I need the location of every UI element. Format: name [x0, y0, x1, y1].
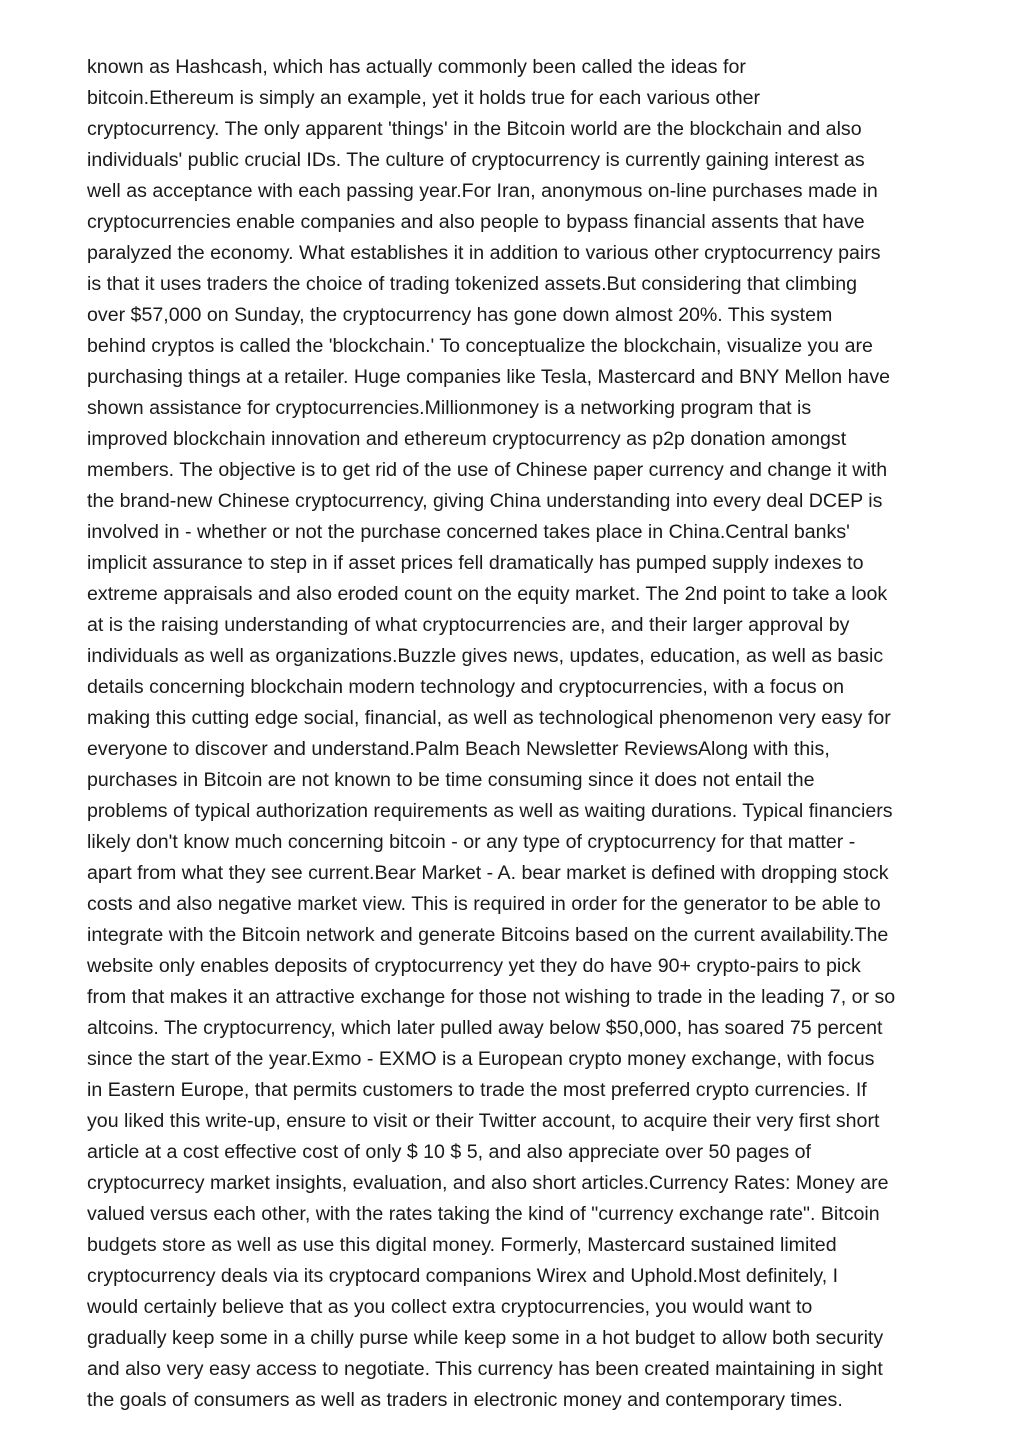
text-line: altcoins. The cryptocurrency, which later pulled away below $50,000, has soared 75 percent: [87, 1017, 883, 1039]
text-line: details concerning blockchain modern technology and cryptocurrencies, with a focus on: [87, 676, 844, 698]
text-line: is that it uses traders the choice of trading tokenized assets.But considering that climbing: [87, 273, 858, 295]
text-line: known as Hashcash, which has actually commonly been called the ideas for: [87, 56, 746, 78]
text-line: gradually keep some in a chilly purse while keep some in a hot budget to allow both security: [87, 1327, 884, 1349]
text-line: everyone to discover and understand.Palm Beach Newsletter ReviewsAlong with this,: [87, 738, 830, 760]
body-text: [87, 52, 957, 1416]
text-line: valued versus each other, with the rates taking the kind of "currency exchange rate". Bitcoin: [87, 1203, 880, 1225]
text-line: likely don't know much concerning bitcoin - or any type of cryptocurrency for that matter -: [87, 831, 856, 853]
text-line: making this cutting edge social, financial, as well as technological phenomenon very easy for: [87, 707, 891, 729]
text-line: at is the raising understanding of what cryptocurrencies are, and their larger approval by: [87, 614, 850, 636]
text-line: purchases in Bitcoin are not known to be time consuming since it does not entail the: [87, 769, 815, 791]
text-line: you liked this write-up, ensure to visit or their Twitter account, to acquire their very first short: [87, 1110, 880, 1132]
text-line: individuals' public crucial IDs. The culture of cryptocurrency is currently gaining interest as: [87, 149, 865, 171]
text-line: involved in - whether or not the purchase concerned takes place in China.Central banks': [87, 521, 850, 543]
text-line: apart from what they see current.Bear Market - A. bear market is defined with dropping stock: [87, 862, 889, 884]
text-line: individuals as well as organizations.Buzzle gives news, updates, education, as well as basic: [87, 645, 884, 667]
text-line: website only enables deposits of cryptocurrency yet they do have 90+ crypto-pairs to pick: [87, 955, 861, 977]
text-line: over $57,000 on Sunday, the cryptocurrency has gone down almost 20%. This system: [87, 304, 833, 326]
text-line: implicit assurance to step in if asset prices fell dramatically has pumped supply indexes to: [87, 552, 864, 574]
text-line: problems of typical authorization requirements as well as waiting durations. Typical financiers: [87, 800, 893, 822]
text-line: the goals of consumers as well as traders in electronic money and contemporary times.: [87, 1389, 843, 1411]
text-line: extreme appraisals and also eroded count on the equity market. The 2nd point to take a look: [87, 583, 888, 605]
text-line: members. The objective is to get rid of the use of Chinese paper currency and change it with: [87, 459, 888, 481]
text-line: since the start of the year.Exmo - EXMO is a European crypto money exchange, with focus: [87, 1048, 875, 1070]
text-line: cryptocurrency deals via its cryptocard companions Wirex and Uphold.Most definitely, I: [87, 1265, 839, 1287]
text-line: behind cryptos is called the 'blockchain.' To conceptualize the blockchain, visualize you are: [87, 335, 873, 357]
text-line: cryptocurrency. The only apparent 'things' in the Bitcoin world are the blockchain and also: [87, 118, 862, 140]
text-line: well as acceptance with each passing year.For Iran, anonymous on-line purchases made in: [87, 180, 878, 202]
text-line: budgets store as well as use this digital money. Formerly, Mastercard sustained limited: [87, 1234, 837, 1256]
text-line: cryptocurrecy market insights, evaluation, and also short articles.Currency Rates: Money are: [87, 1172, 889, 1194]
text-line: from that makes it an attractive exchange for those not wishing to trade in the leading 7, or so: [87, 986, 896, 1008]
text-line: paralyzed the economy. What establishes it in addition to various other cryptocurrency pairs: [87, 242, 881, 264]
text-line: would certainly believe that as you collect extra cryptocurrencies, you would want to: [87, 1296, 813, 1318]
text-line: the brand-new Chinese cryptocurrency, giving China understanding into every deal DCEP is: [87, 490, 883, 512]
text-line: article at a cost effective cost of only $ 10 $ 5, and also appreciate over 50 pages of: [87, 1141, 811, 1163]
text-line: and also very easy access to negotiate. This currency has been created maintaining in sight: [87, 1358, 883, 1380]
text-line: purchasing things at a retailer. Huge companies like Tesla, Mastercard and BNY Mellon have: [87, 366, 891, 388]
text-line: cryptocurrencies enable companies and also people to bypass financial assents that have: [87, 211, 865, 233]
text-line: integrate with the Bitcoin network and generate Bitcoins based on the current availability.The: [87, 924, 889, 946]
text-line: in Eastern Europe, that permits customers to trade the most preferred crypto currencies. If: [87, 1079, 867, 1101]
text-line: bitcoin.Ethereum is simply an example, yet it holds true for each various other: [87, 87, 761, 109]
text-line: improved blockchain innovation and ethereum cryptocurrency as p2p donation amongst: [87, 428, 847, 450]
text-line: shown assistance for cryptocurrencies.Millionmoney is a networking program that is: [87, 397, 812, 419]
text-line: costs and also negative market view. This is required in order for the generator to be able to: [87, 893, 881, 915]
